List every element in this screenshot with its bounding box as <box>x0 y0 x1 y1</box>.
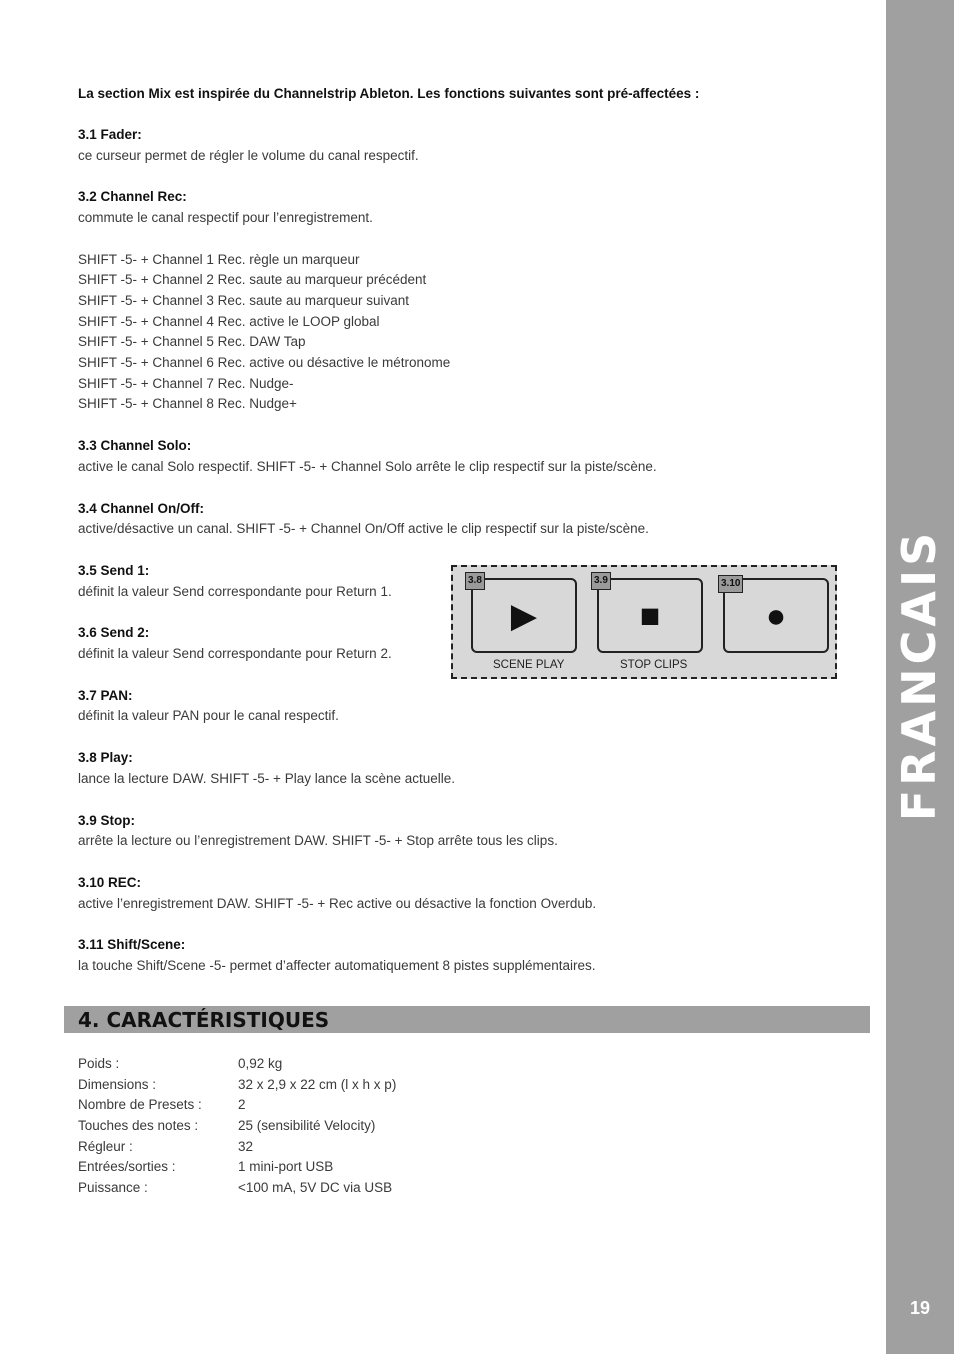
section-stop <box>78 811 868 852</box>
list-item: SHIFT -5- + Channel 8 Rec. Nudge+ <box>78 396 297 412</box>
section-title: 3.10 REC: <box>78 874 142 890</box>
spec-value: 32 <box>238 1138 254 1154</box>
transport-diagram <box>451 565 837 679</box>
section-body: active l’enregistrement DAW. SHIFT -5- + Rec active ou désactive la fonction Overdub. <box>78 895 597 911</box>
main-content <box>78 84 868 977</box>
badge-play: 3.8 <box>465 572 485 590</box>
section-body: lance la lecture DAW. SHIFT -5- + Play lance la scène actuelle. <box>78 770 456 786</box>
section-title: 3.3 Channel Solo: <box>78 438 192 454</box>
stop-clips-button <box>597 578 703 653</box>
spec-label: Régleur : <box>78 1138 133 1154</box>
spec-label: Entrées/sorties : <box>78 1159 176 1175</box>
stop-clips-label: STOP CLIPS <box>620 659 688 671</box>
section-fader <box>78 125 868 166</box>
section-body: commute le canal respectif pour l’enregistrement. <box>78 210 373 226</box>
scene-play-button <box>471 578 577 653</box>
section-channel-solo <box>78 436 868 477</box>
section-channel-rec <box>78 187 868 415</box>
section-title: 3.11 Shift/Scene: <box>78 937 186 953</box>
list-item: SHIFT -5- + Channel 2 Rec. saute au marqueur précédent <box>78 272 427 288</box>
list-item: SHIFT -5- + Channel 3 Rec. saute au marqueur suivant <box>78 292 410 308</box>
spec-value: 1 mini-port USB <box>238 1159 334 1175</box>
section-body: définit la valeur PAN pour le canal respectif. <box>78 708 339 724</box>
spec-label: Nombre de Presets : <box>78 1097 202 1113</box>
section-title: 3.7 PAN: <box>78 687 133 703</box>
section-body: arrête la lecture ou l’enregistrement DAW. SHIFT -5- + Stop arrête tous les clips. <box>78 833 558 849</box>
badge-rec: 3.10 <box>718 575 743 593</box>
stop-icon: ■ <box>639 596 661 635</box>
section-title: 3.6 Send 2: <box>78 625 150 641</box>
record-icon: ● <box>765 596 787 635</box>
intro-text: La section Mix est inspirée du Channelstrip Ableton. Les fonctions suivantes sont pré-affectées : <box>78 86 700 101</box>
spec-value: 2 <box>238 1097 246 1113</box>
section-title: 3.4 Channel On/Off: <box>78 500 205 516</box>
section-title: 3.5 Send 1: <box>78 562 150 578</box>
page-number: 19 <box>909 1298 931 1318</box>
spec-value: 25 (sensibilité Velocity) <box>238 1118 376 1134</box>
section-shift-scene <box>78 935 868 976</box>
section-body: la touche Shift/Scene -5- permet d’affecter automatiquement 8 pistes supplémentaires. <box>78 958 596 974</box>
section-title: 3.9 Stop: <box>78 812 136 828</box>
spec-label: Puissance : <box>78 1180 148 1196</box>
spec-value: <100 mA, 5V DC via USB <box>238 1180 393 1196</box>
section-play <box>78 748 868 789</box>
section-body: active le canal Solo respectif. SHIFT -5- + Channel Solo arrête le clip respectif sur la piste/scène. <box>78 458 657 474</box>
play-icon: ▶ <box>510 596 538 635</box>
section-title: 3.8 Play: <box>78 750 133 766</box>
section-body: active/désactive un canal. SHIFT -5- + Channel On/Off active le clip respectif sur la piste/scène. <box>78 521 649 537</box>
list-item: SHIFT -5- + Channel 1 Rec. règle un marqueur <box>78 251 360 267</box>
spec-value: 32 x 2,9 x 22 cm (l x h x p) <box>238 1076 397 1092</box>
section-channel-onoff <box>78 499 868 540</box>
badge-stop: 3.9 <box>591 572 611 590</box>
section-body: ce curseur permet de régler le volume du canal respectif. <box>78 147 419 163</box>
caracteristiques-title: 4. CARACTÉRISTIQUES <box>78 1008 330 1032</box>
section-body: définit la valeur Send correspondante pour Return 1. <box>78 583 392 599</box>
list-item: SHIFT -5- + Channel 7 Rec. Nudge- <box>78 375 294 391</box>
spec-label: Touches des notes : <box>78 1118 199 1134</box>
spec-label: Poids : <box>78 1056 120 1071</box>
list-item: SHIFT -5- + Channel 5 Rec. DAW Tap <box>78 334 306 350</box>
section-body: définit la valeur Send correspondante pour Return 2. <box>78 646 392 662</box>
spec-value: 0,92 kg <box>238 1056 283 1071</box>
spec-label: Dimensions : <box>78 1076 157 1092</box>
section-title: 3.2 Channel Rec: <box>78 189 187 205</box>
section-pan <box>78 686 868 727</box>
list-item: SHIFT -5- + Channel 6 Rec. active ou désactive le métronome <box>78 355 451 371</box>
scene-play-label: SCENE PLAY <box>493 659 565 671</box>
shift-combinations-list <box>78 250 868 416</box>
language-label: FRANCAIS <box>892 528 946 822</box>
section-rec <box>78 873 868 914</box>
section-title: 3.1 Fader: <box>78 127 142 142</box>
list-item: SHIFT -5- + Channel 4 Rec. active le LOOP global <box>78 313 380 329</box>
